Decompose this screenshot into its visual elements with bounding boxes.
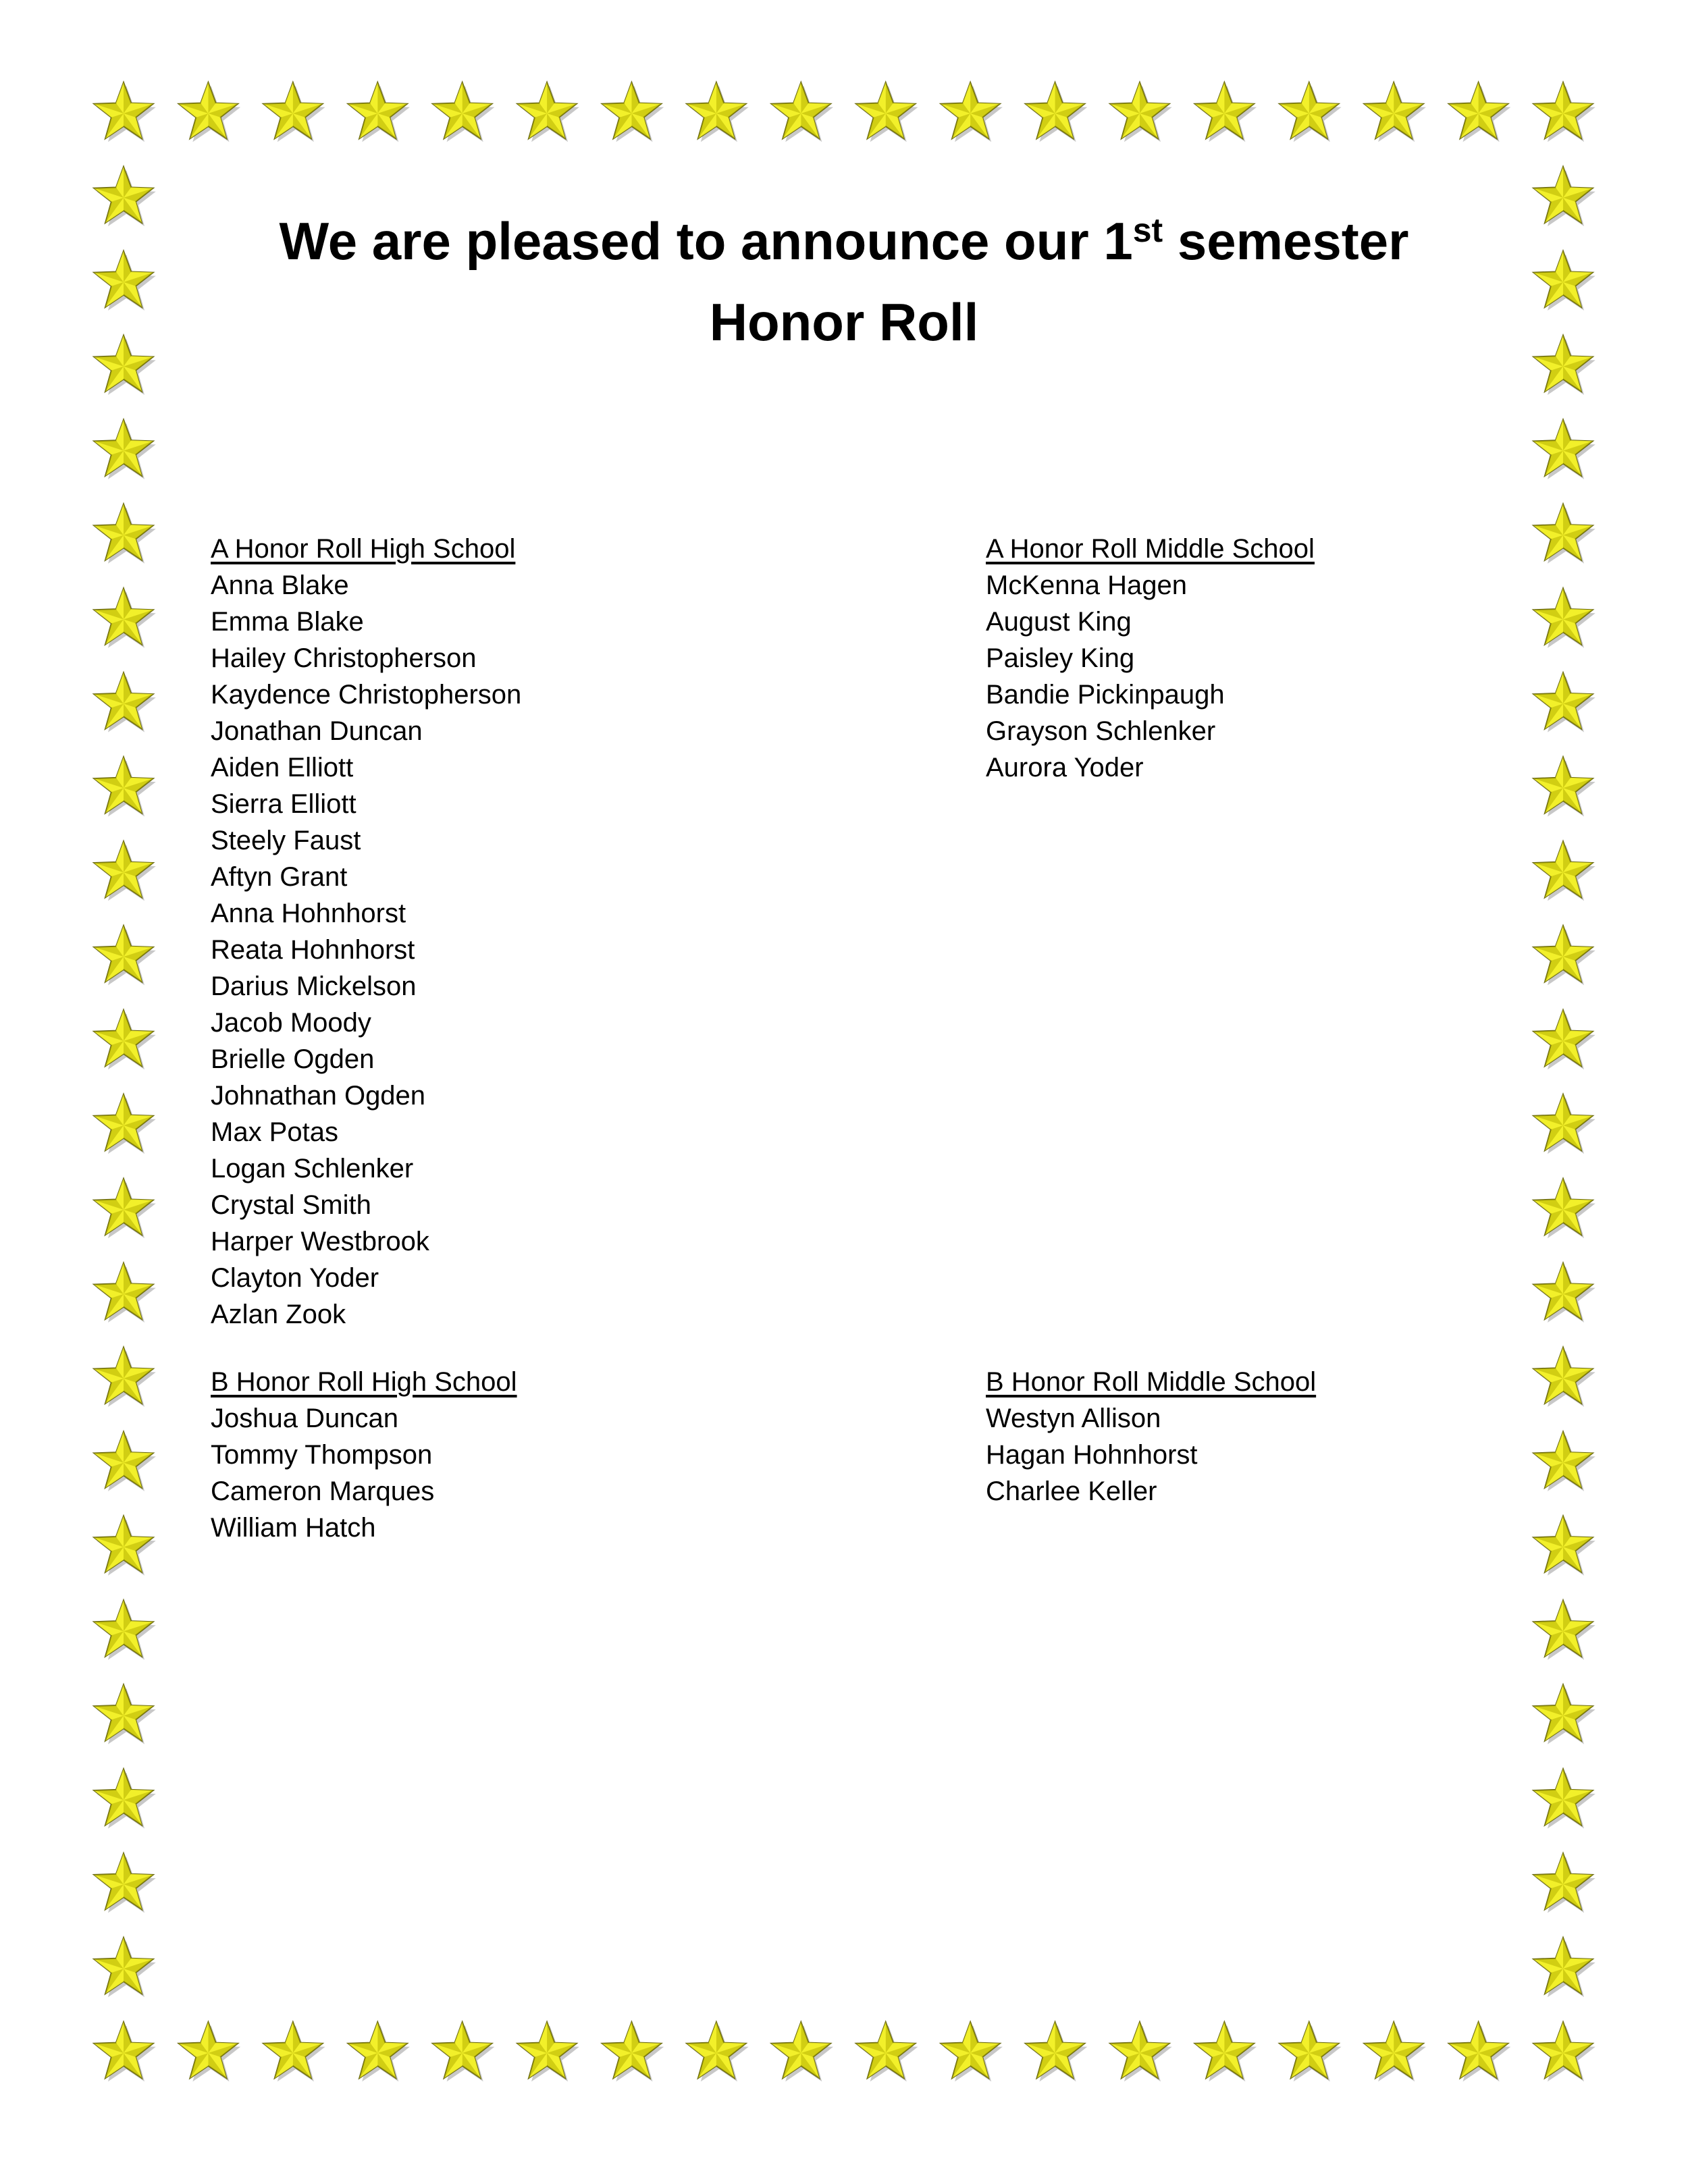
student-list [986,567,1315,786]
star-icon [1280,82,1341,142]
star-icon [1533,1179,1595,1238]
star-icon [1110,2022,1171,2081]
star-icon [94,588,155,647]
star-icon [1533,1600,1595,1659]
student-name: Crystal Smith [211,1190,371,1220]
star-icon [1110,82,1171,142]
star-icon [1533,420,1595,479]
student-name: Aurora Yoder [986,753,1144,782]
star-icon [94,1348,155,1407]
student-name: Logan Schlenker [211,1154,414,1183]
star-icon [94,1432,155,1491]
star-icon [263,82,325,142]
star-icon [94,1769,155,1828]
student-name: Steely Faust [211,826,361,855]
star-icon [1533,1684,1595,1744]
star-icon [941,2022,1002,2081]
student-name: Anna Hohnhorst [211,899,406,928]
student-name: Reata Hohnhorst [211,935,415,965]
star-icon [1195,2022,1257,2081]
student-name: August King [986,607,1132,637]
star-icon [94,672,155,732]
star-icon [517,82,579,142]
star-icon [94,1263,155,1323]
star-icon [433,82,494,142]
star-icon [1026,82,1087,142]
title-suffix: semester [1163,211,1409,271]
student-name: McKenna Hagen [986,570,1187,600]
star-icon [94,82,155,142]
star-icon [1533,82,1595,142]
student-name: Charlee Keller [986,1476,1157,1506]
star-icon [348,2022,409,2081]
star-icon [1026,2022,1087,2081]
student-name: Darius Mickelson [211,971,417,1001]
student-name: Paisley King [986,643,1135,673]
student-name: Bandie Pickinpaugh [986,680,1225,710]
star-icon [94,757,155,816]
student-name: Harper Westbrook [211,1227,429,1256]
star-icon [1533,757,1595,816]
b-honor-roll-high-school [211,1364,517,1546]
star-icon [1533,841,1595,901]
student-name: Aiden Elliott [211,753,354,782]
star-icon [94,1853,155,1913]
star-icon [179,2022,240,2081]
student-name: Cameron Marques [211,1476,435,1506]
student-name: Hailey Christopherson [211,643,477,673]
student-name: Azlan Zook [211,1300,346,1329]
star-icon [602,2022,664,2081]
star-icon [1364,2022,1425,2081]
title-ordinal-suffix: st [1132,211,1163,249]
title-prefix: We are pleased to announce our 1 [279,211,1133,271]
star-icon [94,1179,155,1238]
star-icon [687,82,748,142]
star-icon [1364,82,1425,142]
star-icon [1195,82,1257,142]
student-name: Johnathan Ogden [211,1081,426,1111]
student-name: Sierra Elliott [211,789,357,819]
student-name: Grayson Schlenker [986,716,1216,746]
star-icon [348,82,409,142]
star-icon [94,1010,155,1069]
section-heading: A Honor Roll High School [211,534,516,564]
star-icon [1533,1263,1595,1323]
star-icon [1449,82,1510,142]
star-icon [94,1938,155,1997]
star-icon [772,82,833,142]
a-honor-roll-middle-school [986,531,1315,786]
star-icon [856,82,918,142]
star-icon [94,1684,155,1744]
star-icon [433,2022,494,2081]
student-name: Hagan Hohnhorst [986,1440,1198,1470]
star-icon [1533,672,1595,732]
section-heading: B Honor Roll Middle School [986,1367,1317,1397]
page-title [0,211,1688,271]
student-name: Westyn Allison [986,1404,1161,1433]
star-icon [94,1516,155,1576]
star-icon [517,2022,579,2081]
student-name: Jacob Moody [211,1008,371,1038]
student-name: Max Potas [211,1117,338,1147]
star-icon [1280,2022,1341,2081]
student-list [211,1400,517,1546]
star-icon [602,82,664,142]
star-icon [1533,588,1595,647]
star-icon [1533,1853,1595,1913]
star-icon [1533,1010,1595,1069]
student-name: Tommy Thompson [211,1440,433,1470]
star-icon [94,1094,155,1154]
star-icon [1533,1348,1595,1407]
student-name: Clayton Yoder [211,1263,379,1293]
star-icon [687,2022,748,2081]
star-icon [1533,1938,1595,1997]
star-icon [94,1600,155,1659]
star-icon [94,420,155,479]
star-icon [263,2022,325,2081]
star-icon [1533,504,1595,564]
student-name: Aftyn Grant [211,862,348,892]
student-list [211,567,521,1333]
star-icon [1533,926,1595,985]
b-honor-roll-middle-school [986,1364,1316,1510]
star-icon [1533,2022,1595,2081]
star-icon [1533,1432,1595,1491]
student-name: Emma Blake [211,607,364,637]
star-icon [94,2022,155,2081]
star-icon [1533,1094,1595,1154]
star-icon [94,926,155,985]
section-heading: B Honor Roll High School [211,1367,517,1397]
student-name: Joshua Duncan [211,1404,398,1433]
star-icon [1533,1516,1595,1576]
star-icon [1449,2022,1510,2081]
star-icon [94,841,155,901]
student-name: Anna Blake [211,570,349,600]
page-subtitle: Honor Roll [709,292,979,352]
star-icon [941,82,1002,142]
star-icon [179,82,240,142]
a-honor-roll-high-school [211,531,521,1333]
star-icon [94,504,155,564]
student-name: Kaydence Christopherson [211,680,522,710]
student-list [986,1400,1316,1510]
student-name: William Hatch [211,1513,376,1543]
star-icon [856,2022,918,2081]
student-name: Jonathan Duncan [211,716,423,746]
star-icon [1533,1769,1595,1828]
student-name: Brielle Ogden [211,1044,375,1074]
section-heading: A Honor Roll Middle School [986,534,1315,564]
star-icon [772,2022,833,2081]
